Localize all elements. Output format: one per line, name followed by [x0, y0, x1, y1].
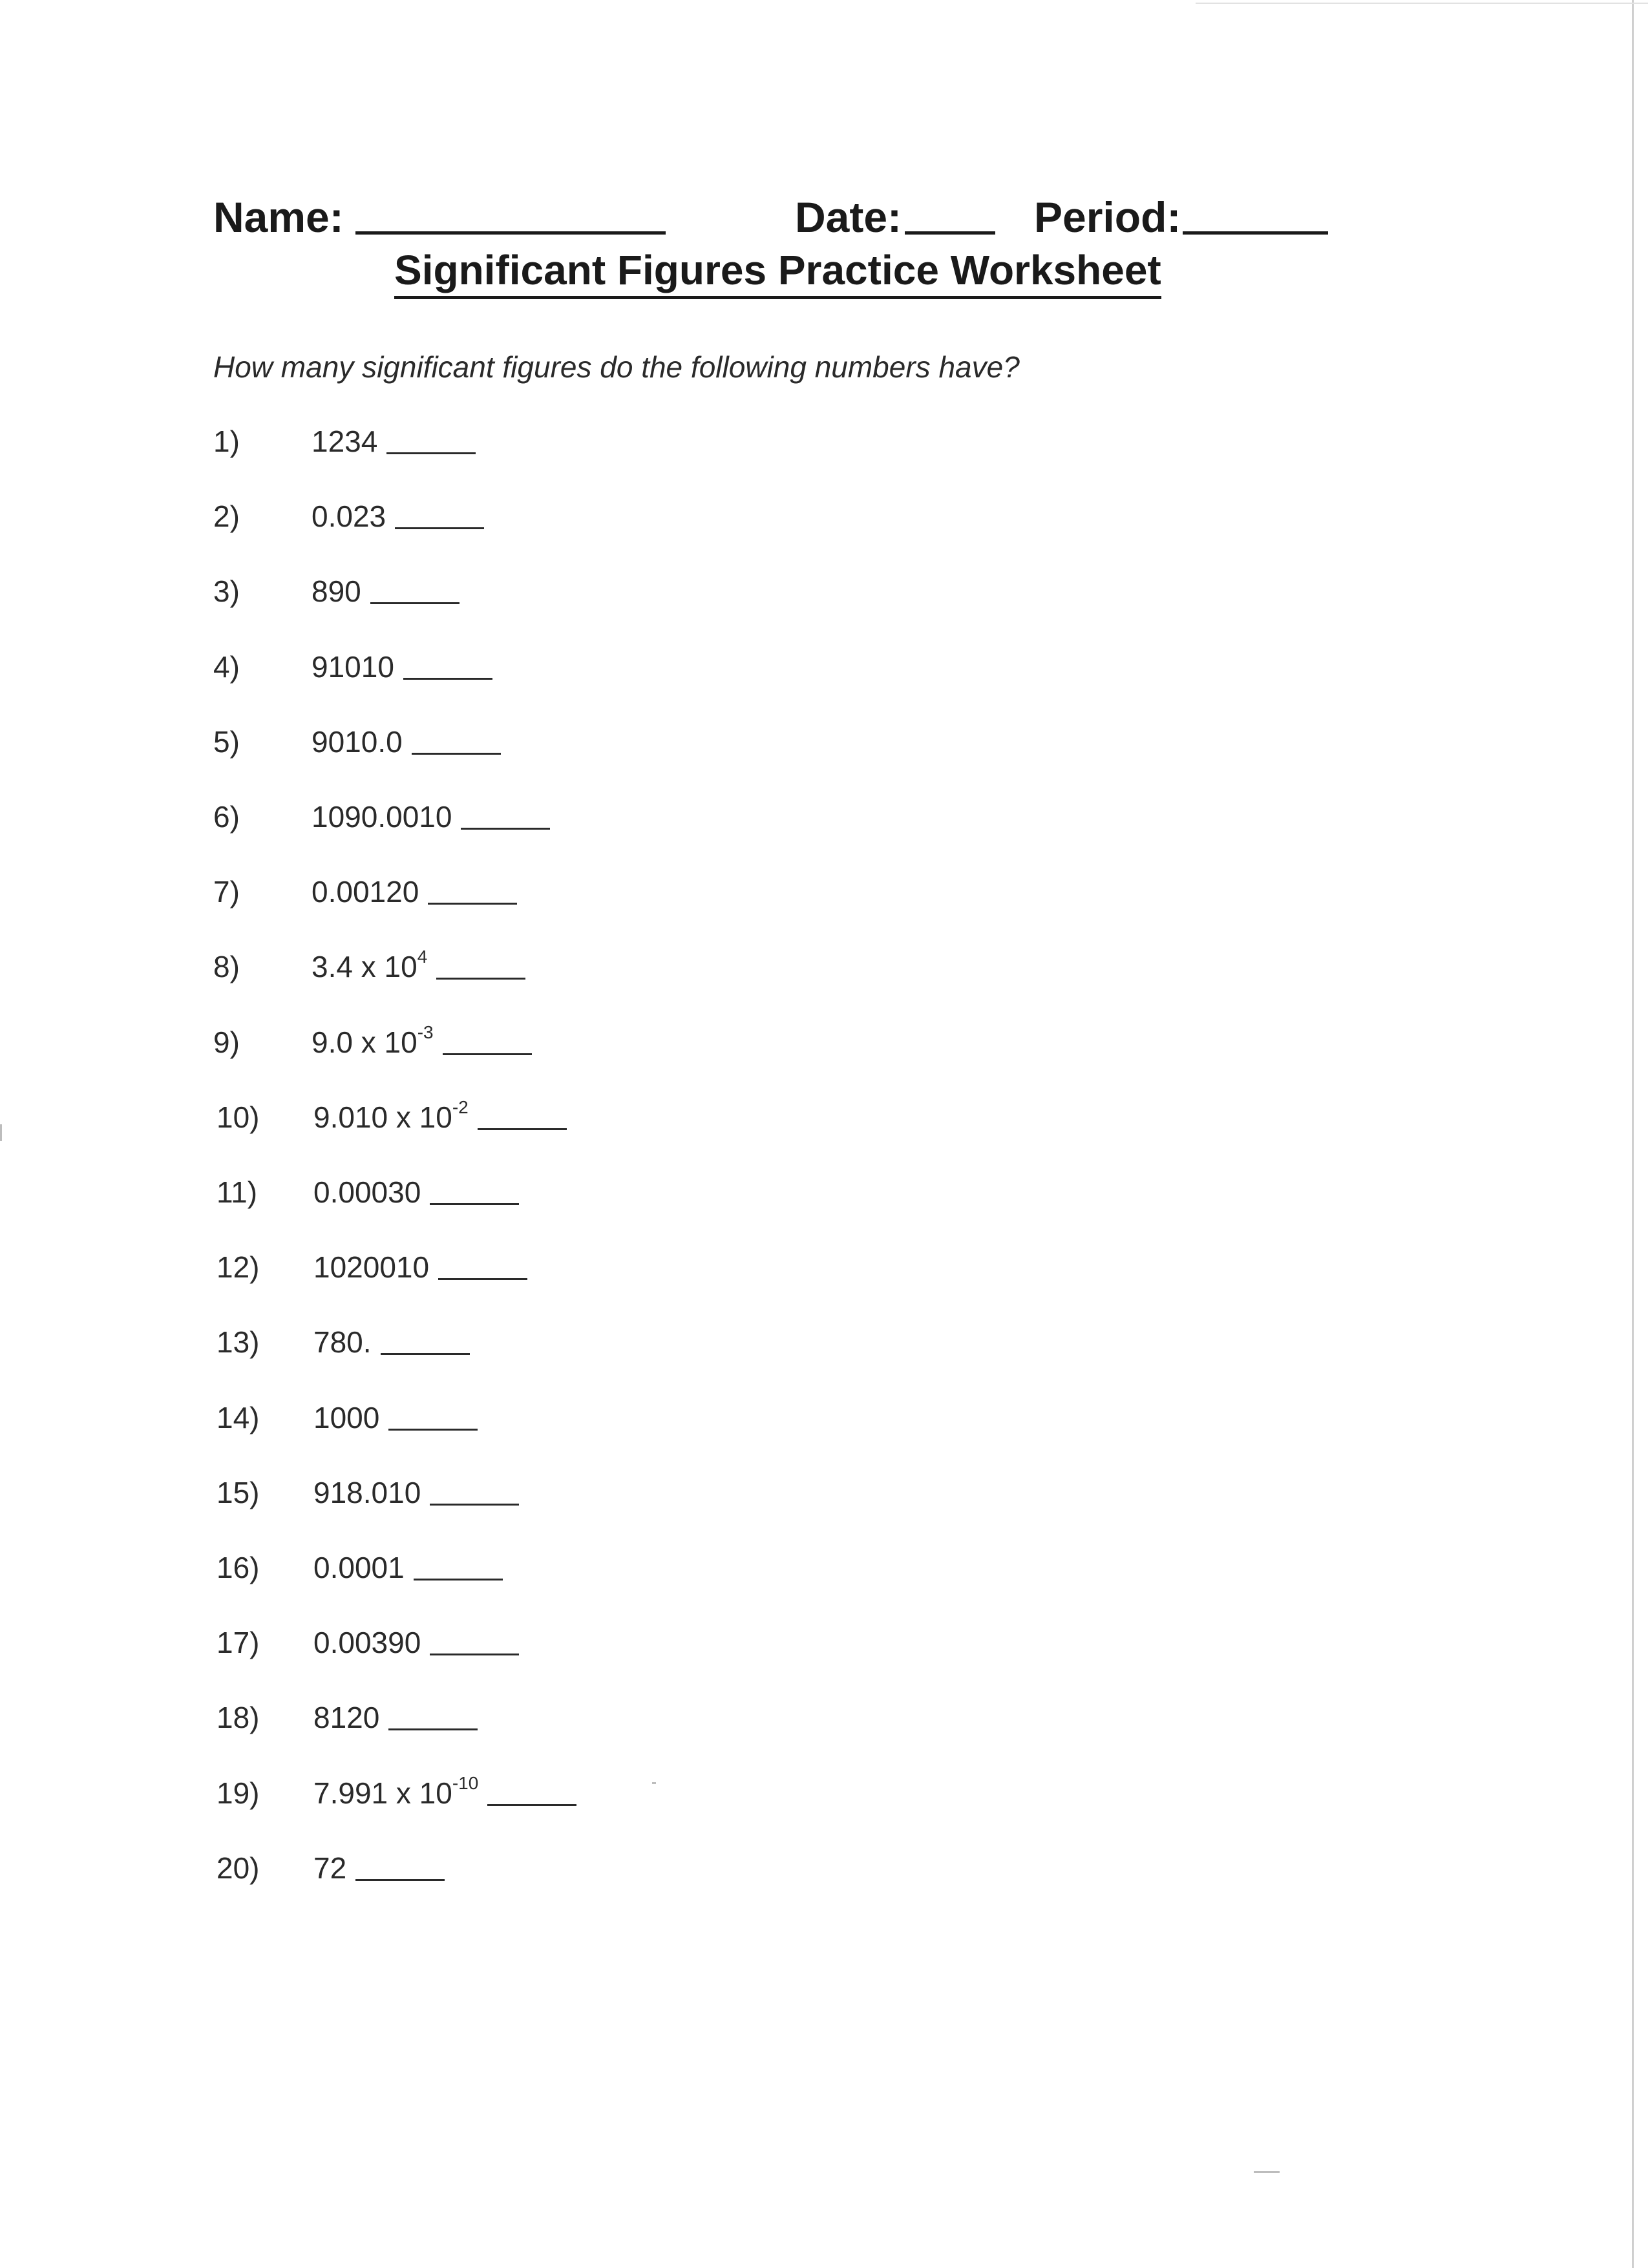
- question-number: 18): [217, 1701, 260, 1734]
- question-number: 2): [213, 499, 240, 533]
- question-number: 14): [217, 1401, 260, 1434]
- question-base: 0.00390: [313, 1626, 421, 1659]
- question-number: 11): [217, 1175, 258, 1209]
- question-value: [312, 569, 460, 614]
- question-base: 91010: [312, 650, 394, 684]
- question-value: [313, 1845, 445, 1891]
- question-value: [312, 719, 501, 764]
- question-value: [313, 1545, 503, 1590]
- question-number: 12): [217, 1250, 260, 1284]
- worksheet-title: Significant Figures Practice Worksheet: [394, 244, 1161, 299]
- question-value: [313, 1095, 567, 1140]
- question-base: 72: [313, 1851, 347, 1885]
- question-value: [313, 1695, 478, 1740]
- question-number: 19): [217, 1776, 260, 1810]
- answer-blank[interactable]: [478, 1128, 567, 1130]
- question-base: 9.0 x 10: [312, 1025, 417, 1059]
- question-number: 4): [213, 650, 240, 684]
- scan-speck: [1254, 2171, 1280, 2173]
- answer-blank[interactable]: [414, 1579, 503, 1580]
- answer-blank[interactable]: [438, 1278, 527, 1280]
- question-value: [312, 1020, 532, 1065]
- question-number: 3): [213, 574, 240, 608]
- date-label: Date:: [795, 193, 902, 241]
- scan-speck: [652, 1782, 656, 1784]
- question-base: 9010.0: [312, 725, 403, 759]
- question-base: 780.: [313, 1325, 372, 1359]
- question-value: [313, 1395, 478, 1440]
- scan-top-line: [1196, 3, 1648, 4]
- question-base: 1234: [312, 425, 378, 458]
- question-base: 0.00120: [312, 875, 419, 908]
- question-base: 0.0001: [313, 1551, 405, 1584]
- answer-blank[interactable]: [381, 1353, 470, 1355]
- question-number: 16): [217, 1551, 260, 1584]
- name-label: Name:: [213, 193, 344, 241]
- question-number: 13): [217, 1325, 260, 1359]
- question-value: [312, 644, 492, 689]
- question-number: 15): [217, 1476, 260, 1509]
- answer-blank[interactable]: [388, 1728, 478, 1730]
- question-base: 890: [312, 574, 361, 608]
- answer-blank[interactable]: [430, 1504, 519, 1506]
- question-exponent: -3: [417, 1022, 434, 1042]
- question-exponent: -10: [452, 1773, 479, 1793]
- question-base: 1090.0010: [312, 800, 452, 834]
- question-base: 0.023: [312, 499, 386, 533]
- question-base: 1000: [313, 1401, 380, 1434]
- question-value: [312, 419, 476, 464]
- question-value: [313, 1770, 576, 1816]
- answer-blank[interactable]: [430, 1203, 519, 1205]
- question-base: 7.991 x 10: [313, 1776, 452, 1810]
- answer-blank[interactable]: [388, 1429, 478, 1431]
- question-number: 5): [213, 725, 240, 759]
- question-value: [312, 869, 517, 914]
- question-value: [313, 1244, 527, 1290]
- scan-speck: [0, 1124, 2, 1141]
- question-number: 10): [217, 1100, 260, 1134]
- period-label: Period:: [1034, 193, 1181, 241]
- question-value: [313, 1470, 519, 1515]
- header: [0, 191, 1648, 243]
- question-number: 1): [213, 425, 240, 458]
- question-base: 0.00030: [313, 1175, 421, 1209]
- answer-blank[interactable]: [430, 1654, 519, 1655]
- question-value: [312, 944, 525, 989]
- question-number: 8): [213, 950, 240, 983]
- question-value: [312, 794, 550, 839]
- question-value: [313, 1170, 519, 1215]
- question-base: 3.4 x 10: [312, 950, 417, 983]
- scan-edge-line: [1632, 0, 1634, 2268]
- answer-blank[interactable]: [443, 1053, 532, 1055]
- answer-blank[interactable]: [403, 678, 492, 680]
- question-value: [312, 494, 484, 539]
- question-exponent: 4: [417, 947, 428, 967]
- question-number: 9): [213, 1025, 240, 1059]
- question-exponent: -2: [452, 1097, 469, 1117]
- answer-blank[interactable]: [461, 828, 550, 830]
- answer-blank[interactable]: [395, 527, 484, 529]
- question-base: 918.010: [313, 1476, 421, 1509]
- question-number: 7): [213, 875, 240, 908]
- answer-blank[interactable]: [386, 452, 476, 454]
- date-blank[interactable]: [905, 231, 995, 235]
- question-base: 9.010 x 10: [313, 1100, 452, 1134]
- question-number: 20): [217, 1851, 260, 1885]
- question-value: [313, 1620, 519, 1665]
- period-blank[interactable]: [1183, 231, 1328, 235]
- name-blank[interactable]: [355, 231, 666, 235]
- answer-blank[interactable]: [412, 753, 501, 755]
- answer-blank[interactable]: [370, 602, 460, 604]
- answer-blank[interactable]: [355, 1879, 445, 1881]
- question-base: 8120: [313, 1701, 380, 1734]
- question-base: 1020010: [313, 1250, 430, 1284]
- answer-blank[interactable]: [487, 1804, 576, 1806]
- question-number: 17): [217, 1626, 260, 1659]
- answer-blank[interactable]: [428, 903, 517, 905]
- question-value: [313, 1319, 470, 1365]
- instructions: How many significant figures do the following numbers have?: [213, 350, 1020, 384]
- answer-blank[interactable]: [436, 978, 525, 980]
- question-number: 6): [213, 800, 240, 834]
